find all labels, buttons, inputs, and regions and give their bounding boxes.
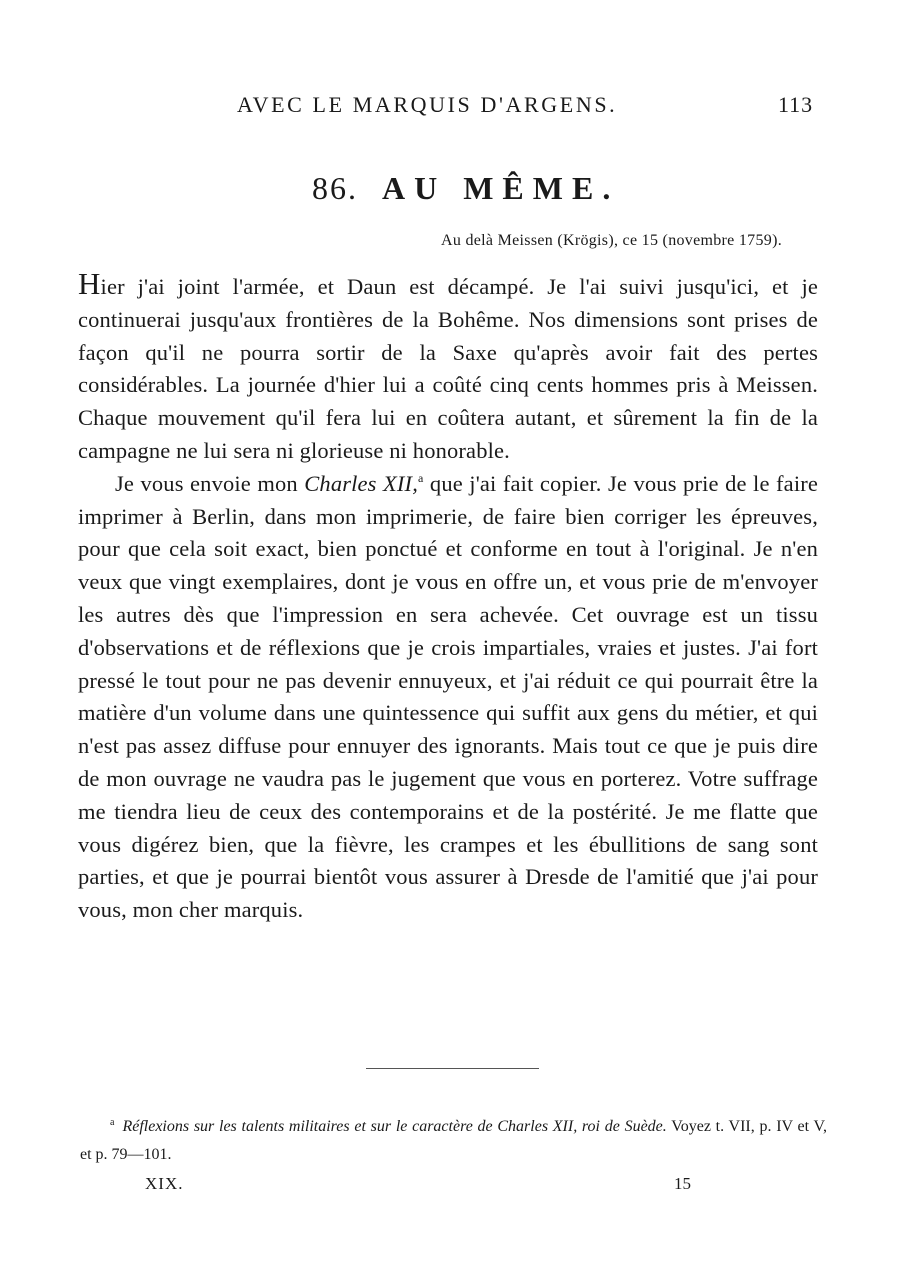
drop-cap: H <box>78 266 101 301</box>
letter-body <box>78 268 818 927</box>
footnote <box>80 1113 827 1169</box>
section-divider <box>366 1068 539 1069</box>
paragraph-1-text: ier j'ai joint l'armée, et Daun est décampé. Je l'ai suivi jusqu'ici, et je continuerai jusqu'aux frontières de la Bohême. Nos dimensions sont prises de façon qu'il ne pourra sortir de la Saxe qu'après avoir fait des pertes considérables. La journée d'hier lui a coûté cinq cents hommes pris à Meissen. Chaque mouvement qu'il fera lui en coûtera autant, et sûrement la fin de la campagne ne lui sera ni glorieuse ni honorable. <box>78 274 818 463</box>
footnote-reference: a <box>417 470 424 485</box>
paragraph-2-lead: Je vous envoie mon <box>115 470 305 496</box>
footnote-marker: a <box>110 1117 115 1128</box>
sheet-number: 15 <box>674 1174 691 1193</box>
footnote-text: Voyez t. VII, p. IV et V, et p. 79—101. <box>80 1118 827 1163</box>
page-number: 113 <box>778 92 814 117</box>
paragraph-2-text: que j'ai fait copier. Je vous prie de le faire imprimer à Berlin, dans mon imprimerie, de faire bien corriger les épreuves, pour que cela soit exact, bien ponctué et conforme en tout à l'original. Je n'en veux que vingt exemplaires, dont je vous en offre un, et vous prie de m'envoyer les autres dès que l'impression en sera achevée. Cet ouvrage est un tissu d'observations et de réflexions que je crois impartiales, vraies et justes. J'ai fort pressé le tout pour ne pas devenir ennuyeux, et j'ai réduit ce qui pourrait être la matière d'un volume dans une quintessence qui suffit aux gens du métier, et qui n'est pas assez diffuse pour ennuyer des ignorants. Mais tout ce que je puis dire de mon ouvrage ne vaudra pas le jugement que vous en porterez. Votre suffrage me tiendra lieu de ceux des contemporains et de la postérité. Je me flatte que vous digérez bien, que la fièvre, les crampes et les ébullitions de sang sont parties, et que je pourrai bientôt vous assurer à Dresde de l'amitié que j'ai pour vous, mon cher marquis. <box>78 470 819 923</box>
work-title: Charles XII, <box>304 470 418 496</box>
paragraph-1 <box>78 268 818 468</box>
letter-number: 86. <box>312 170 358 206</box>
letter-heading <box>312 170 619 207</box>
letter-title: AU MÊME. <box>382 170 620 206</box>
letter-dateline: Au delà Meissen (Krögis), ce 15 (novembre 1759). <box>441 232 782 249</box>
running-title: AVEC LE MARQUIS D'ARGENS. <box>237 92 618 117</box>
footnote-title: Réflexions sur les talents militaires et sur le caractère de Charles XII, roi de Suède. <box>122 1118 667 1135</box>
signature-mark: XIX. <box>145 1174 184 1193</box>
paragraph-2 <box>78 468 818 927</box>
